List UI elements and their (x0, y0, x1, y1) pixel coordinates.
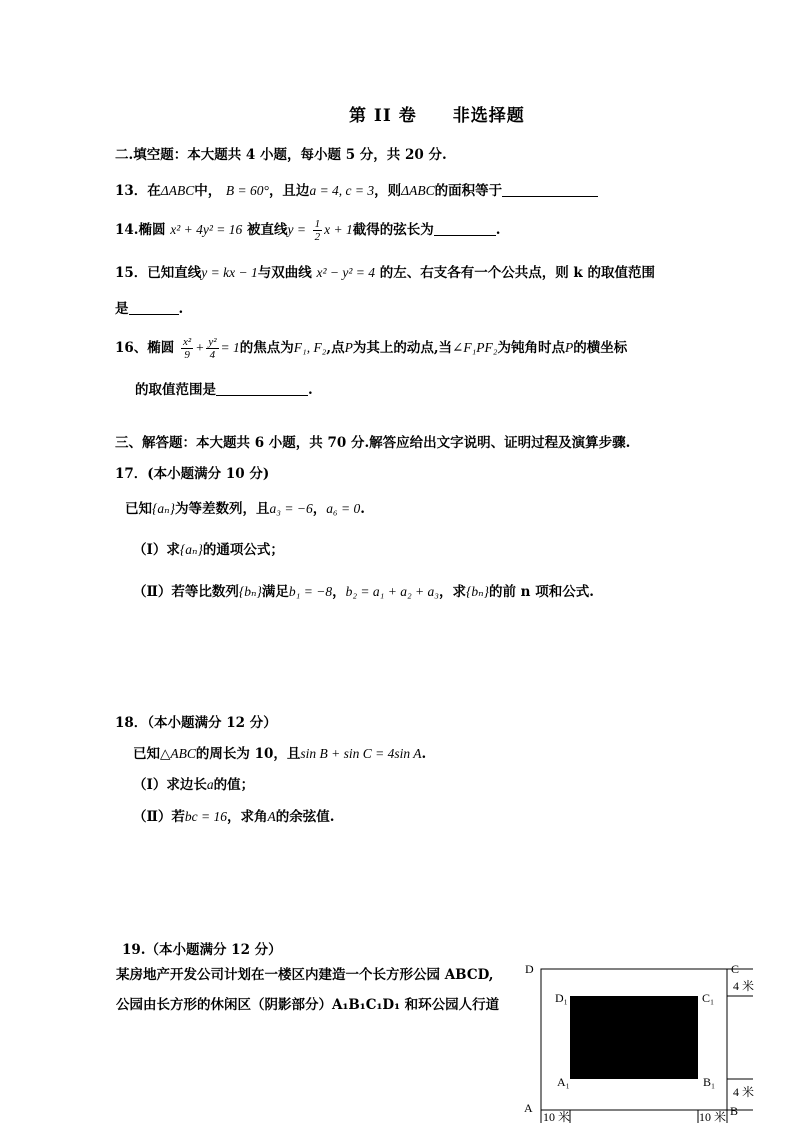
label-c1: C₁ (702, 991, 715, 1005)
label-a: A (524, 1101, 533, 1115)
dim-label-bottom: 4 米 (733, 1085, 755, 1099)
label-b1: B₁ (703, 1075, 716, 1089)
answer-blank-14 (434, 221, 496, 236)
question-19-line1: 某房地产开发公司计划在一楼区内建造一个长方形公园 ABCD, (116, 967, 494, 983)
page-title: 第 II 卷 非选择题 (349, 106, 525, 126)
question-17-header: 17．(本小题满分 10 分) (115, 466, 270, 482)
question-18-part2: （Ⅱ）若bc = 16，求角A的余弦值. (133, 809, 335, 825)
question-17-part1: （Ⅰ）求{aₙ}的通项公式； (133, 542, 284, 558)
question-17-stem: 已知{aₙ}为等差数列，且a₃ = −6，a₆ = 0. (125, 501, 365, 517)
answer-blank-13 (502, 182, 598, 197)
question-18-part1: （Ⅰ）求边长a的值； (133, 777, 255, 793)
label-b: B (730, 1104, 739, 1118)
question-13: 13．在ΔABC中， B = 60°，且边a = 4, c = 3，则ΔABC的面积等于 (115, 182, 598, 200)
leisure-area-a1b1c1d1 (570, 996, 698, 1079)
question-17-part2: （Ⅱ）若等比数列{bₙ}满足b₁ = −8，b₂ = a₁ + a₂ + a₃，求{bₙ}的前 n 项和公式. (133, 584, 594, 600)
question-15: 15．已知直线y = kx − 1与双曲线 x² − y² = 4 的左、右支各有一个公共点，则 k 的取值范围 (115, 265, 655, 281)
question-16-line2: 的取值范围是 . (135, 382, 313, 398)
question-16: 16、椭圆 $\frac{\text{x²}}{9}$ + $\frac{\text{y²}}{4}$ = 1的焦点为F₁, F₂,点P为其上的动点,当∠F₁PF₂为钝角时点P的横坐标 (115, 336, 628, 361)
section2-heading: 二.填空题：本大题共 4 小题，每小题 5 分，共 20 分. (115, 147, 447, 163)
label-c: C (731, 962, 740, 976)
section3-heading: 三、解答题：本大题共 6 小题，共 70 分.解答应给出文字说明、证明过程及演算步骤. (115, 435, 631, 451)
question-14: 14.椭圆 x² + 4y² = 16 被直线y = $\frac{1}{2}$ x + 1截得的弦长为 . (115, 218, 501, 243)
label-a1: A₁ (557, 1075, 570, 1089)
label-d: D (525, 962, 534, 976)
dim-label-left: 10 米 (543, 1110, 571, 1123)
question-18-stem: 已知△ABC的周长为 10，且sin B + sin C = 4sin A. (133, 746, 427, 762)
answer-blank-15 (129, 300, 179, 315)
dim-label-right: 10 米 (699, 1110, 727, 1123)
dim-label-top: 4 米 (733, 979, 755, 993)
question-19-line2: 公园由长方形的休闲区（阴影部分）A₁B₁C₁D₁ 和环公园人行道 (116, 997, 500, 1013)
label-d1: D₁ (555, 991, 568, 1005)
answer-blank-16 (216, 381, 308, 396)
question-19-header: 19.（本小题满分 12 分） (122, 942, 282, 958)
question-18-header: 18．（本小题满分 12 分） (115, 715, 277, 731)
park-diagram (515, 958, 794, 1123)
question-15-line2: 是 . (115, 301, 184, 317)
